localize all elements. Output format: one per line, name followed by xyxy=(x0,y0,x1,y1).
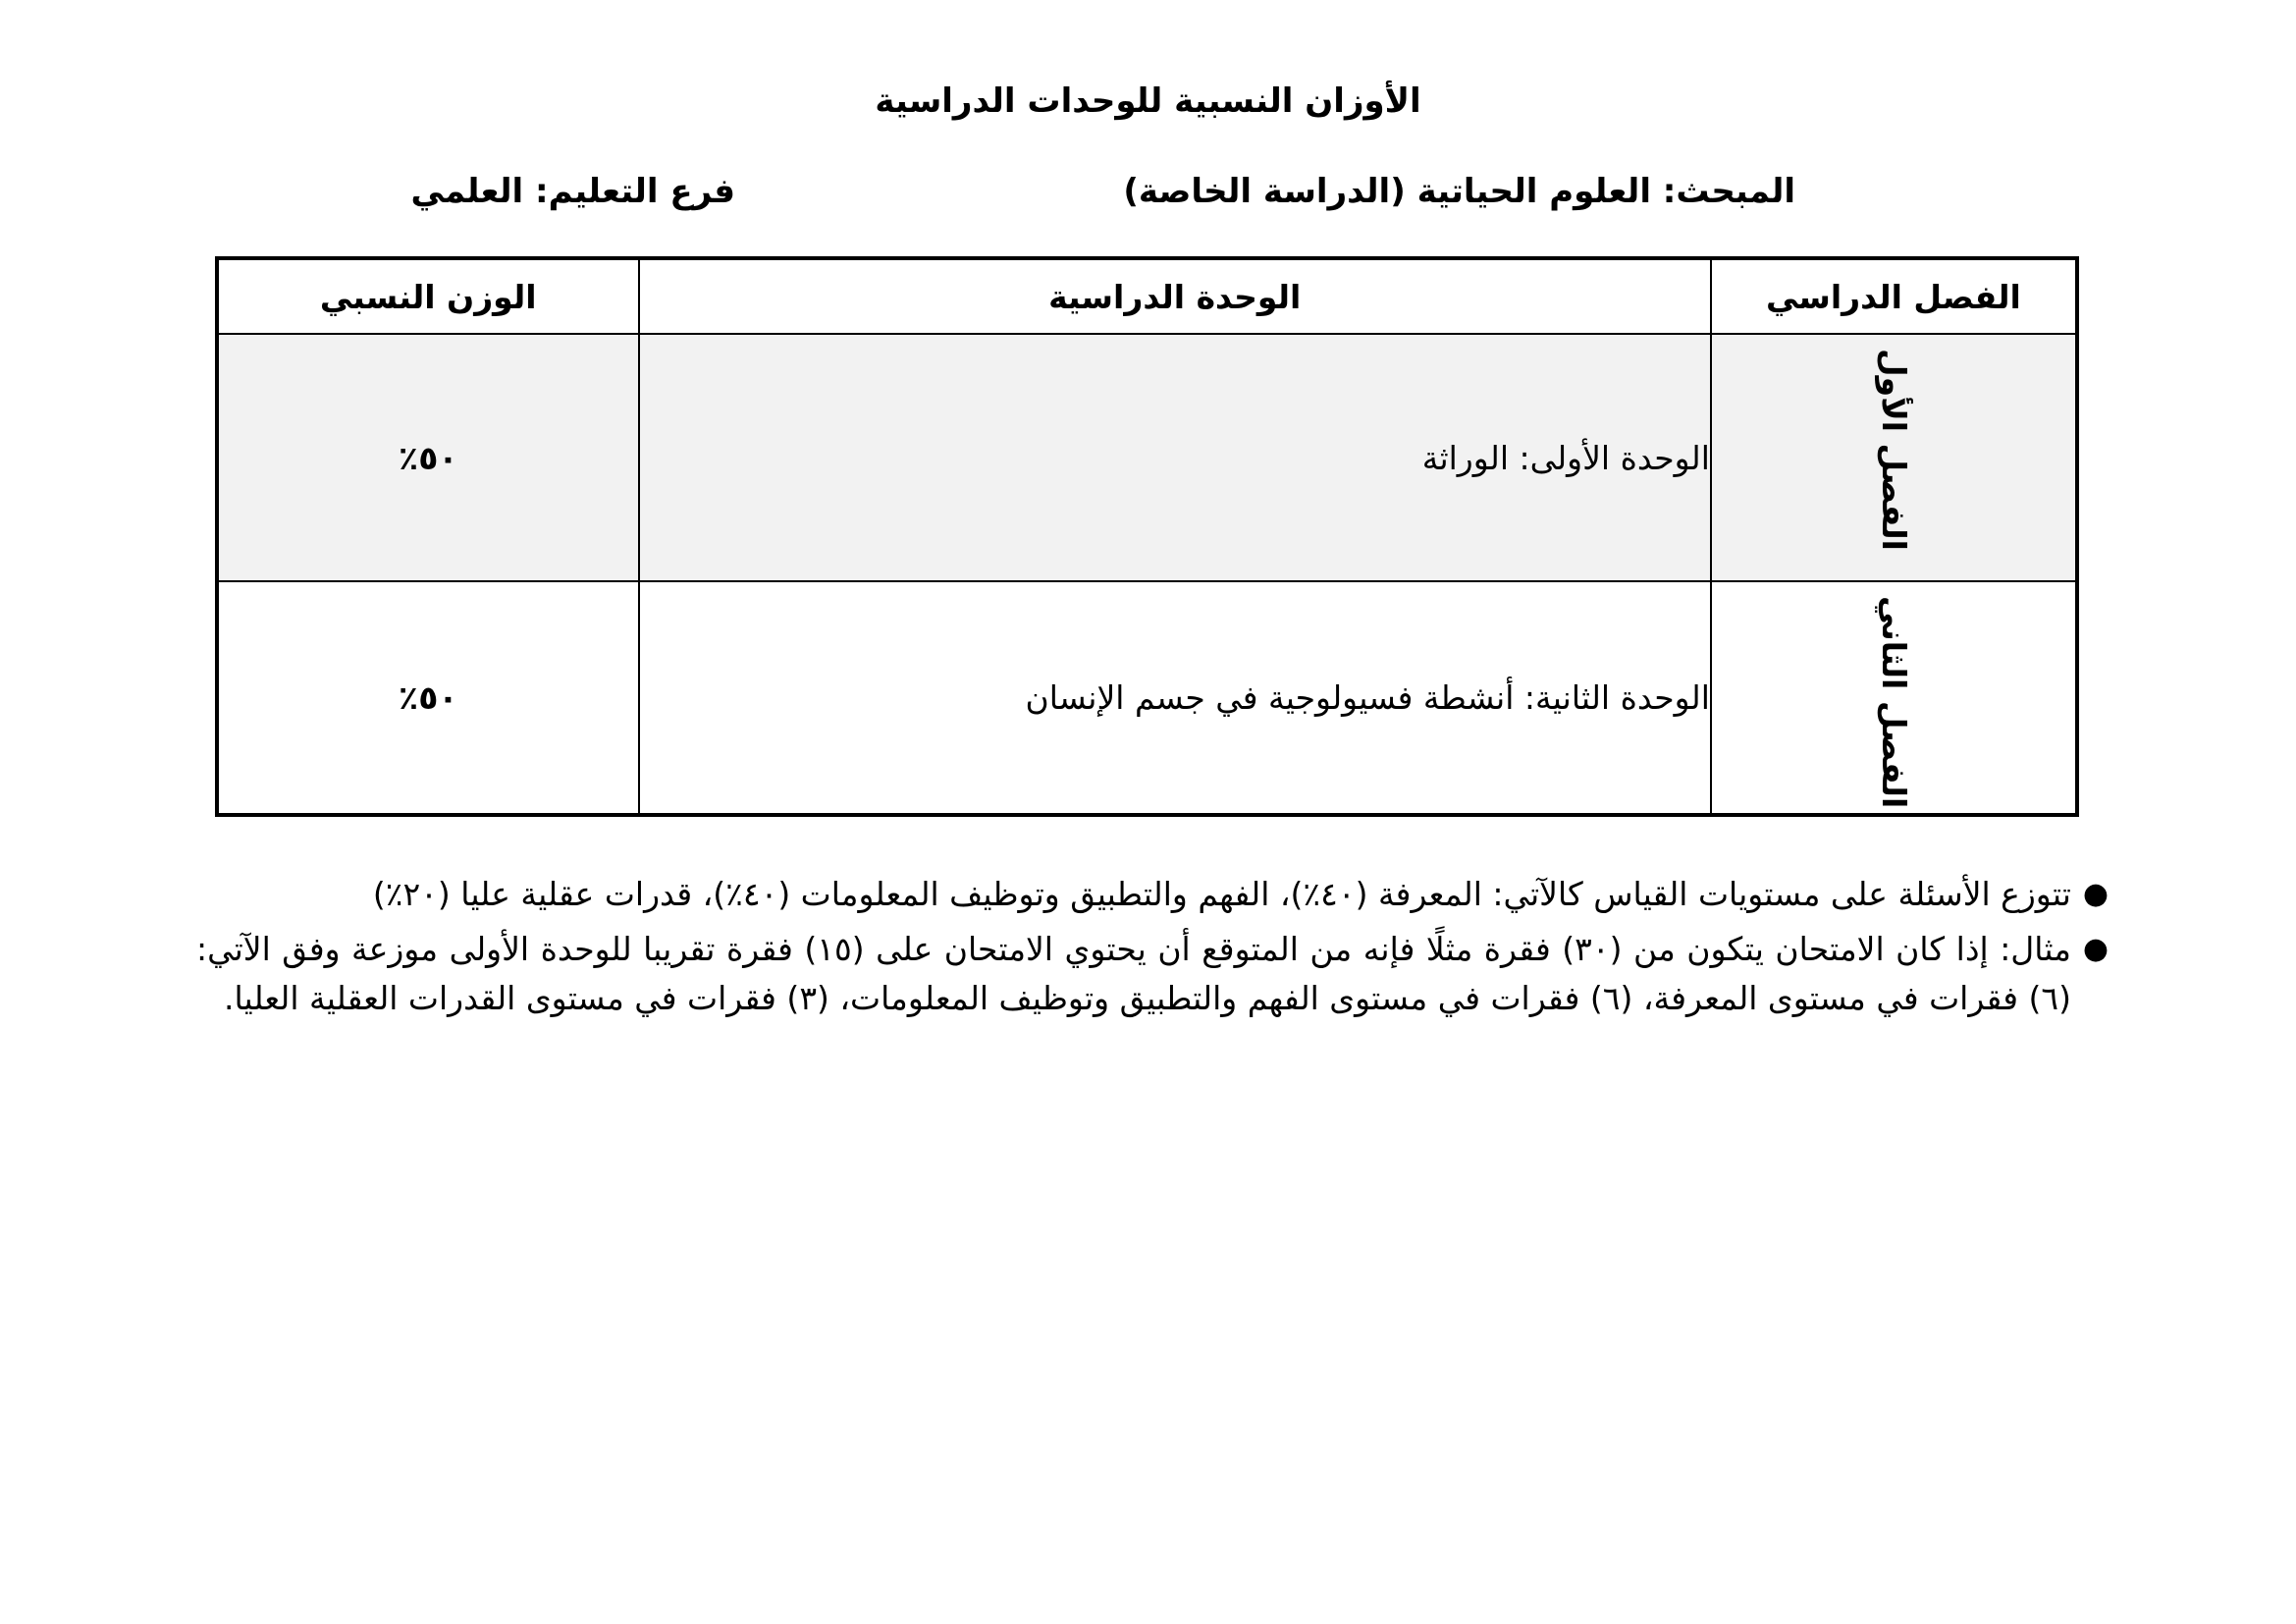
list-item xyxy=(196,870,2109,919)
branch-label: فرع التعليم: العلمي xyxy=(410,172,735,211)
term-cell xyxy=(1711,334,2077,581)
note-text: مثال: إذا كان الامتحان يتكون من (٣٠) فقرة مثلًا فإنه من المتوقع أن يحتوي الامتحان على (١٥) فقرة تقريبا للوحدة الأولى موزعة وفق الآتي: (٦) فقرات في مستوى المعرفة، (٦) فقرات في مستوى الفهم والتطبيق وتوظيف المعلومات، (٣) فقرات في مستوى القدرات العقلية العليا. xyxy=(196,930,2071,1017)
bullet-icon: ● xyxy=(2082,932,2109,966)
subject-label: المبحث: العلوم الحياتية (الدراسة الخاصة) xyxy=(1123,172,1795,211)
table-header-row xyxy=(217,258,2077,334)
bullet-icon: ● xyxy=(2082,877,2109,911)
unit-cell: الوحدة الأولى: الوراثة xyxy=(639,334,1711,581)
table-row xyxy=(217,581,2077,815)
term-label: الفصل الأول xyxy=(1874,349,1913,551)
notes-list xyxy=(196,870,2112,1029)
header-weight: الوزن النسبي xyxy=(217,258,639,334)
header-term: الفصل الدراسي xyxy=(1711,258,2077,334)
weight-cell: ٥٠٪ xyxy=(217,581,639,815)
note-text: تتوزع الأسئلة على مستويات القياس كالآتي: المعرفة (٤٠٪)، الفهم والتطبيق وتوظيف المعلومات (٤٠٪)، قدرات عقلية عليا (٢٠٪) xyxy=(372,875,2071,913)
unit-cell: الوحدة الثانية: أنشطة فسيولوجية في جسم الإنسان xyxy=(639,581,1711,815)
term-label: الفصل الثاني xyxy=(1874,596,1913,809)
list-item xyxy=(196,925,2109,1023)
page-title: الأوزان النسبية للوحدات الدراسية xyxy=(875,81,1421,121)
term-cell xyxy=(1711,581,2077,815)
weight-cell: ٥٠٪ xyxy=(217,334,639,581)
table-row xyxy=(217,334,2077,581)
header-unit: الوحدة الدراسية xyxy=(639,258,1711,334)
weights-table xyxy=(215,256,2079,817)
